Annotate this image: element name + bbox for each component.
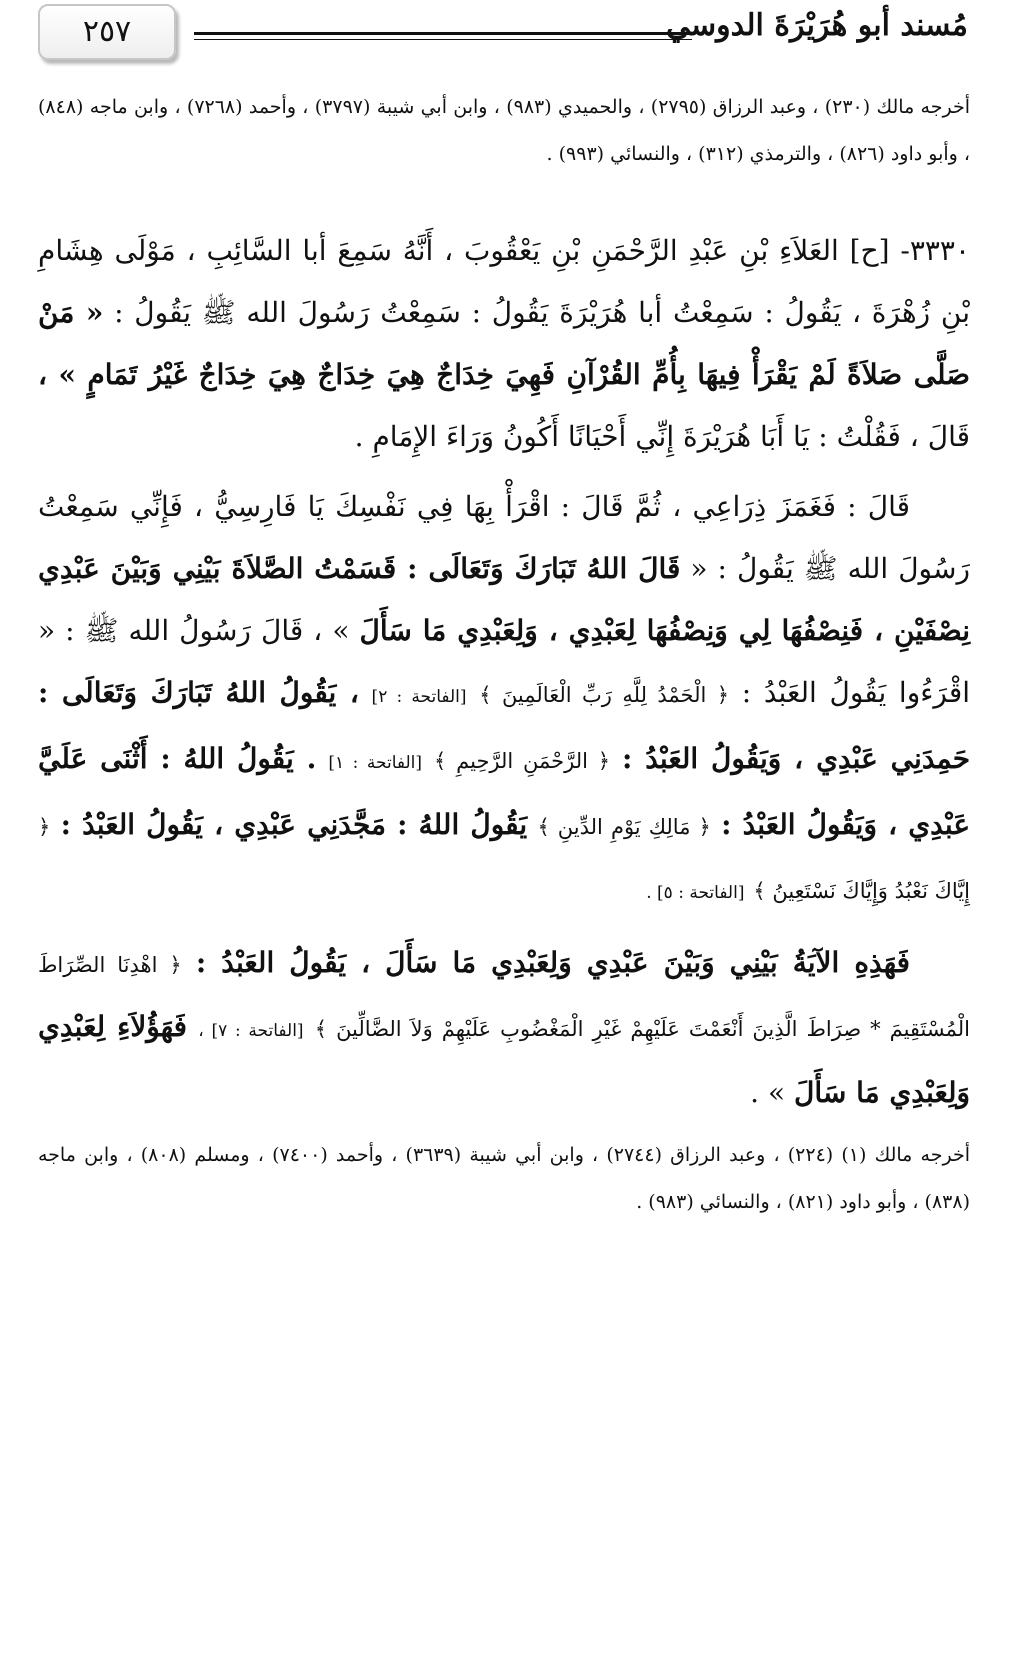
spacer bbox=[38, 1124, 970, 1132]
hadith-matn-opening: « مَنْ صَلَّى صَلاَةً لَمْ يَقْرَأْ فِيهَا بِأُمِّ القُرْآنِ فَهِيَ خِدَاجٌ هِيَ خِدَاجٌ هِيَ خِدَاجٌ غَيْرُ تَمَامٍ » ، bbox=[38, 296, 970, 391]
running-title: مُسند أبو هُرَيْرَةَ الدوسي bbox=[666, 8, 968, 43]
hadith-qudsi-text: فَهَذِهِ الآيَةُ بَيْنِي وَبَيْنَ عَبْدِي وَلِعَبْدِي مَا سَأَلَ ، يَقُولُ العَبْدُ : bbox=[195, 946, 910, 979]
page-header bbox=[0, 0, 1010, 70]
page-number-box: ٢٥٧ bbox=[38, 4, 176, 60]
hadith-paragraph-3 bbox=[38, 932, 970, 1124]
hadith-paragraph-2 bbox=[38, 476, 970, 924]
quran-verse: ﴿ الرَّحْمَنِ الرَّحِيمِ ﴾ bbox=[434, 749, 611, 773]
header-rule bbox=[194, 32, 692, 40]
page-body bbox=[38, 84, 970, 1226]
quran-verse: ﴿ اهْدِنَا الصِّرَاطَ الْمُسْتَقِيمَ * صِرَاطَ الَّذِينَ أَنْعَمْتَ عَلَيْهِمْ غَيْرِ الْمَغْضُوبِ عَلَيْهِمْ وَلاَ الضَّالِّينَ ﴾ bbox=[38, 953, 971, 1041]
hadith-closing: » . bbox=[750, 1076, 786, 1109]
hadith-qudsi-text: . يَقُولُ اللهُ : أَثْنَى عَلَيَّ عَبْدِي ، وَيَقُولُ العَبْدُ : bbox=[38, 742, 971, 841]
sura-reference: [الفاتحة : ٢] bbox=[371, 687, 467, 707]
hadith-qudsi-text: يَقُولُ اللهُ : مَجَّدَنِي عَبْدِي ، يَقُولُ العَبْدُ : bbox=[60, 808, 528, 841]
quran-verse: ﴿ الْحَمْدُ لِلَّهِ رَبِّ الْعَالَمِينَ ﴾ bbox=[479, 683, 730, 707]
spacer bbox=[38, 178, 970, 220]
quran-verse: ﴿ إِيَّاكَ نَعْبُدُ وَإِيَّاكَ نَسْتَعِينُ ﴾ bbox=[38, 815, 970, 903]
takhrij-note-bottom: أخرجه مالك (١) (٢٢٤) ، وعبد الرزاق (٢٧٤٤) ، وابن أبي شيبة (٣٦٣٩) ، وأحمد (٧٤٠٠) ، ومسلم (٨٠٨) ، وابن ماجه (٨٣٨) ، وأبو داود (٨٢١) ، والنسائي (٩٨٣) . bbox=[38, 1144, 970, 1213]
sura-reference: [الفاتحة : ٧] ، bbox=[198, 1021, 304, 1041]
hadith-question: قَالَ ، فَقُلْتُ : يَا أَبَا هُرَيْرَةَ إِنِّي أَحْيَانًا أَكُونُ وَرَاءَ الإِمَامِ . bbox=[354, 420, 970, 453]
takhrij-note-top: أخرجه مالك (٢٣٠) ، وعبد الرزاق (٢٧٩٥) ، والحميدي (٩٨٣) ، وابن أبي شيبة (٣٧٩٧) ، وأحمد (٧٢٦٨) ، وابن ماجه (٨٤٨) ، وأبو داود (٨٢٦) ، والترمذي (٣١٢) ، والنسائي (٩٩٣) . bbox=[38, 96, 970, 165]
spacer bbox=[38, 468, 970, 476]
hadith-qudsi-text: فَهَؤُلاَءِ لِعَبْدِي وَلِعَبْدِي مَا سَأَلَ bbox=[38, 1010, 970, 1109]
hadith-isnad: ٣٣٣٠- [ح] العَلاَءِ بْنِ عَبْدِ الرَّحْمَنِ بْنِ يَعْقُوبَ ، أَنَّهُ سَمِعَ أبا السَّائِبِ ، مَوْلَى هِشَامِ بْنِ زُهْرَةَ ، يَقُولُ : سَمِعْتُ أبا هُرَيْرَةَ يَقُولُ : سَمِعْتُ رَسُولَ الله ﷺ يَقُولُ : bbox=[38, 234, 970, 329]
hadith-qudsi-text: ، يَقُولُ اللهُ تَبَارَكَ وَتَعَالَى : حَمِدَنِي عَبْدِي ، وَيَقُولُ العَبْدُ : bbox=[38, 676, 971, 775]
quran-verse: ﴿ مَالِكِ يَوْمِ الدِّينِ ﴾ bbox=[537, 815, 711, 839]
hadith-qudsi-text: قَالَ اللهُ تَبَارَكَ وَتَعَالَى : قَسَمْتُ الصَّلاَةَ بَيْنِي وَبَيْنَ عَبْدِي نِصْفَيْنِ ، فَنِصْفُهَا لِي وَنِصْفُهَا لِعَبْدِي ، وَلِعَبْدِي مَا سَأَلَ bbox=[38, 552, 970, 647]
hadith-text: » ، قَالَ رَسُولُ الله ﷺ : « اقْرَءُوا يَقُولُ العَبْدُ : bbox=[38, 614, 970, 709]
sura-reference: [الفاتحة : ٥] . bbox=[646, 883, 745, 903]
hadith-text: قَالَ : فَغَمَزَ ذِرَاعِي ، ثُمَّ قَالَ : اقْرَأْ بِهَا فِي نَفْسِكَ يَا فَارِسِيُّ ، فَإِنِّي سَمِعْتُ رَسُولَ الله ﷺ يَقُولُ : « bbox=[38, 490, 970, 585]
spacer bbox=[38, 924, 970, 932]
hadith-paragraph-1 bbox=[38, 220, 970, 468]
sura-reference: [الفاتحة : ١] bbox=[328, 753, 423, 773]
